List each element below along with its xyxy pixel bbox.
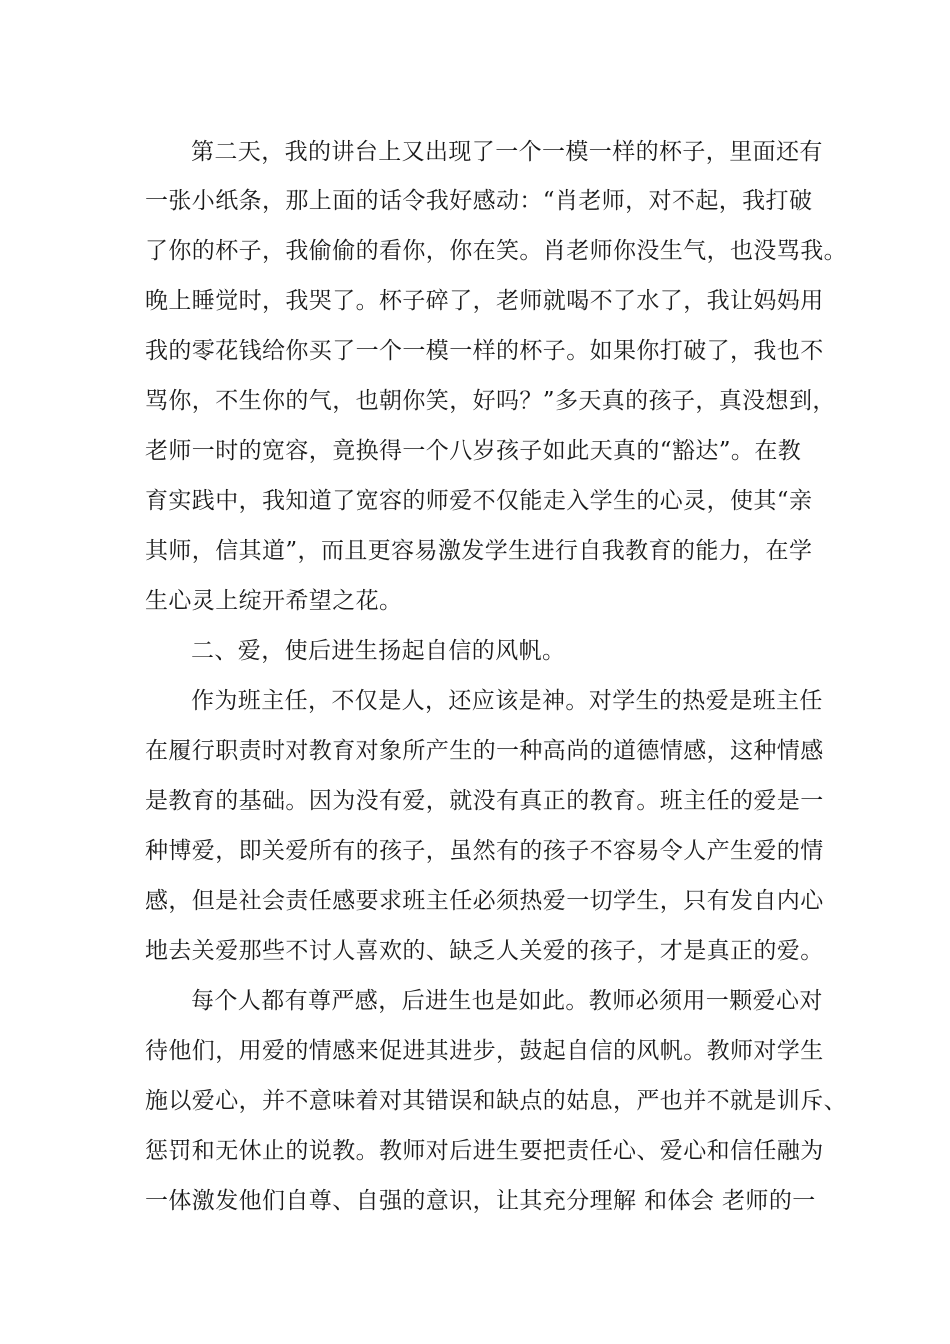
text-line: 第二天，我的讲台上又出现了一个一模一样的杯子，里面还有 [191, 139, 823, 165]
text-line: 地去关爱那些不讨人喜欢的、缺乏人关爱的孩子，才是真正的爱。 [145, 938, 824, 964]
text-line: 晚上睡觉时，我哭了。杯子碎了，老师就喝不了水了，我让妈妈用 [145, 288, 824, 314]
text-line: 种博爱，即关爱所有的孩子，虽然有的孩子不容易令人产生爱的情 [145, 838, 824, 864]
section-heading: 二、爱，使后进生扬起自信的风帆。 [191, 638, 566, 664]
text-line: 惩罚和无休止的说教。教师对后进生要把责任心、爱心和信任融为 [145, 1138, 824, 1164]
text-line: 生心灵上绽开希望之花。 [145, 588, 403, 614]
text-line: 我的零花钱给你买了一个一模一样的杯子。如果你打破了，我也不 [145, 338, 824, 364]
text-line: 育实践中，我知道了宽容的师爱不仅能走入学生的心灵，使其“亲 [145, 488, 813, 514]
text-line: 待他们，用爱的情感来促进其进步，鼓起自信的风帆。教师对学生 [145, 1038, 824, 1064]
text-line: 是教育的基础。因为没有爱，就没有真正的教育。班主任的爱是一 [145, 788, 824, 814]
text-line: 其师，信其道”，而且更容易激发学生进行自我教育的能力，在学 [145, 538, 813, 564]
text-line: 作为班主任，不仅是人，还应该是神。对学生的热爱是班主任 [191, 688, 823, 714]
text-line: 每个人都有尊严感，后进生也是如此。教师必须用一颗爱心对 [191, 988, 823, 1014]
text-line: 一张小纸条，那上面的话令我好感动：“肖老师，对不起，我打破 [145, 188, 813, 214]
text-line: 一体激发他们自尊、自强的意识，让其充分理解 和体会 老师的一 [145, 1188, 816, 1214]
text-line: 施以爱心，并不意味着对其错误和缺点的姑息，严也并不就是训斥、 [145, 1088, 847, 1114]
text-line: 骂你，不生你的气，也朝你笑，好吗？”多天真的孩子，真没想到， [145, 388, 836, 414]
text-line: 在履行职责时对教育对象所产生的一种高尚的道德情感，这种情感 [145, 738, 824, 764]
text-line: 感，但是社会责任感要求班主任必须热爱一切学生，只有发自内心 [145, 888, 824, 914]
text-line: 老师一时的宽容，竟换得一个八岁孩子如此天真的“豁达”。在教 [145, 438, 802, 464]
text-line: 了你的杯子，我偷偷的看你，你在笑。肖老师你没生气，也没骂我。 [145, 238, 847, 264]
